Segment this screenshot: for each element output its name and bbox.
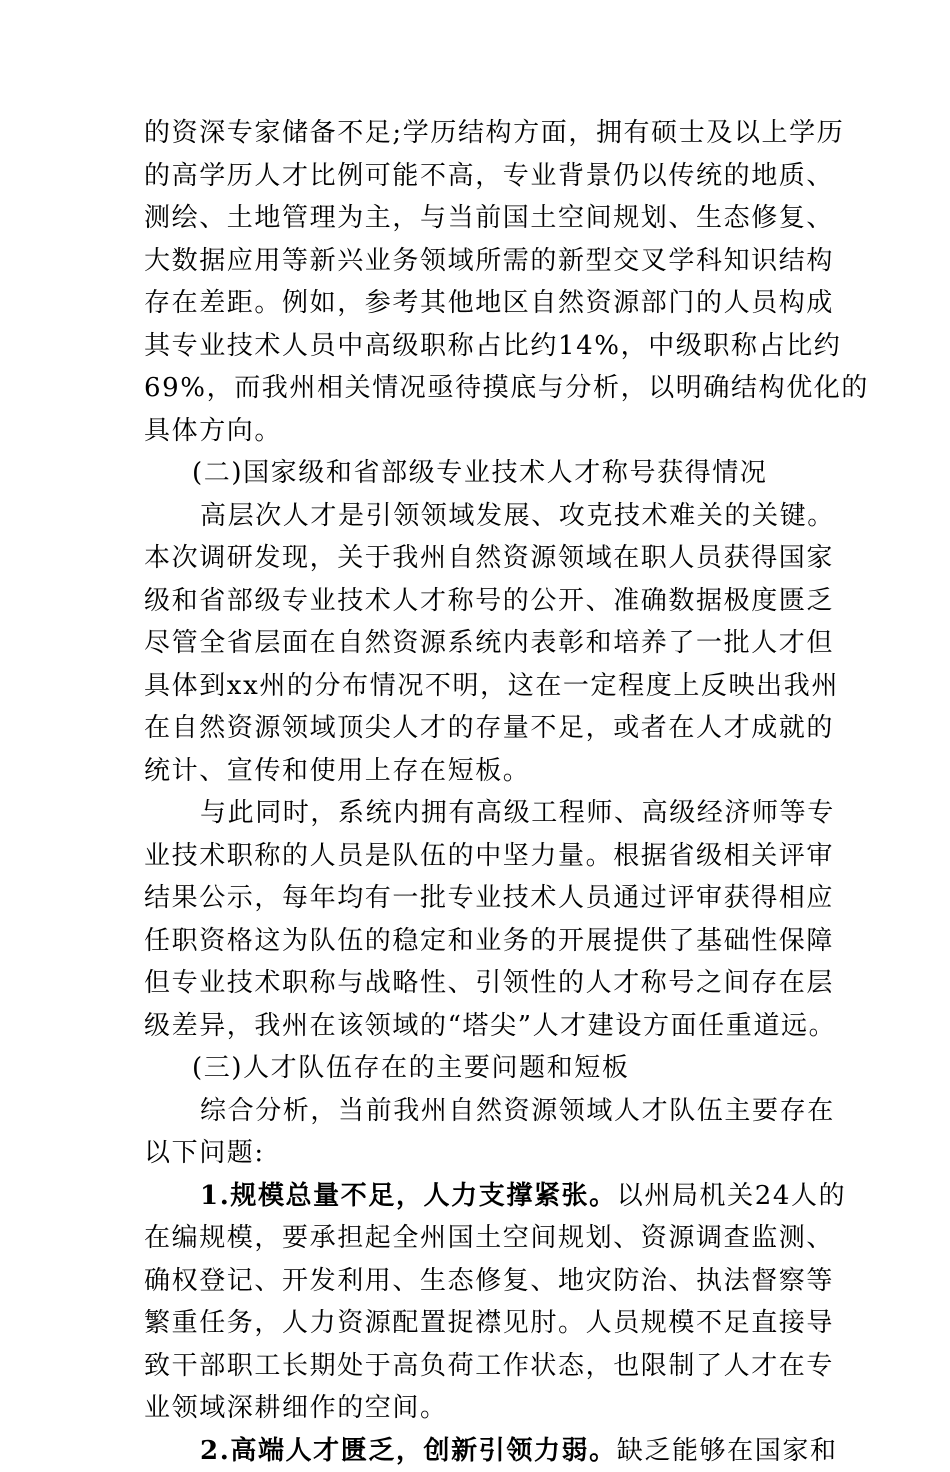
body-text-line: 以下问题: (144, 1132, 808, 1175)
point-2-heading: 2.高端人才匮乏，创新引领力弱。 (200, 1436, 617, 1466)
body-text-line: 致干部职工长期处于高负荷工作状态，也限制了人才在专 (144, 1345, 808, 1388)
body-text-line: 其专业技术人员中高级职称占比约14%，中级职称占比约 (144, 325, 808, 368)
body-text-line: 级和省部级专业技术人才称号的公开、准确数据极度匮乏 (144, 580, 808, 623)
body-text-line: 本次调研发现，关于我州自然资源领域在职人员获得国家 (144, 537, 808, 580)
document-page (144, 112, 808, 1472)
body-text-line: 具体方向。 (144, 410, 808, 453)
body-text-line: 结果公示，每年均有一批专业技术人员通过评审获得相应 (144, 877, 808, 920)
body-text-line: 统计、宣传和使用上存在短板。 (144, 750, 808, 793)
body-text-line: 级差异，我州在该领域的“塔尖”人才建设方面任重道远。 (144, 1005, 808, 1048)
point-1-text: 以州局机关24人的 (617, 1181, 846, 1211)
body-text-line: 的资深专家储备不足;学历结构方面，拥有硕士及以上学历 (144, 112, 808, 155)
body-text-line: 存在差距。例如，参考其他地区自然资源部门的人员构成 (144, 282, 808, 325)
paragraph-first-line: 综合分析，当前我州自然资源领域人才队伍主要存在 (144, 1090, 808, 1133)
paragraph-first-line: 高层次人才是引领领域发展、攻克技术难关的关键。 (144, 495, 808, 538)
paragraph-first-line: 与此同时，系统内拥有高级工程师、高级经济师等专 (144, 792, 808, 835)
body-text-line: 大数据应用等新兴业务领域所需的新型交叉学科知识结构 (144, 240, 808, 283)
body-text-line: 具体到xx州的分布情况不明，这在一定程度上反映出我州 (144, 665, 808, 708)
body-text-line: 在自然资源领域顶尖人才的存量不足，或者在人才成就的 (144, 707, 808, 750)
body-text-line: 测绘、土地管理为主，与当前国土空间规划、生态修复、 (144, 197, 808, 240)
body-text-line: 繁重任务，人力资源配置捉襟见肘。人员规模不足直接导 (144, 1302, 808, 1345)
body-text-line: 业领域深耕细作的空间。 (144, 1387, 808, 1430)
point-2-text: 缺乏能够在国家和 (617, 1436, 838, 1466)
body-text-line: 确权登记、开发利用、生态修复、地灾防治、执法督察等 (144, 1260, 808, 1303)
numbered-point-2 (144, 1430, 808, 1472)
body-text-line: 业技术职称的人员是队伍的中坚力量。根据省级相关评审 (144, 835, 808, 878)
body-text-line: 任职资格这为队伍的稳定和业务的开展提供了基础性保障 (144, 920, 808, 963)
numbered-point-1 (144, 1175, 808, 1218)
section-heading-3: (三)人才队伍存在的主要问题和短板 (144, 1047, 808, 1090)
body-text-line: 但专业技术职称与战略性、引领性的人才称号之间存在层 (144, 962, 808, 1005)
point-1-heading: 1.规模总量不足，人力支撑紧张。 (200, 1181, 617, 1211)
body-text-line: 在编规模，要承担起全州国土空间规划、资源调查监测、 (144, 1217, 808, 1260)
section-heading-2: (二)国家级和省部级专业技术人才称号获得情况 (144, 452, 808, 495)
body-text-line: 69%，而我州相关情况亟待摸底与分析，以明确结构优化的 (144, 367, 808, 410)
body-text-line: 尽管全省层面在自然资源系统内表彰和培养了一批人才但 (144, 622, 808, 665)
body-text-line: 的高学历人才比例可能不高，专业背景仍以传统的地质、 (144, 155, 808, 198)
